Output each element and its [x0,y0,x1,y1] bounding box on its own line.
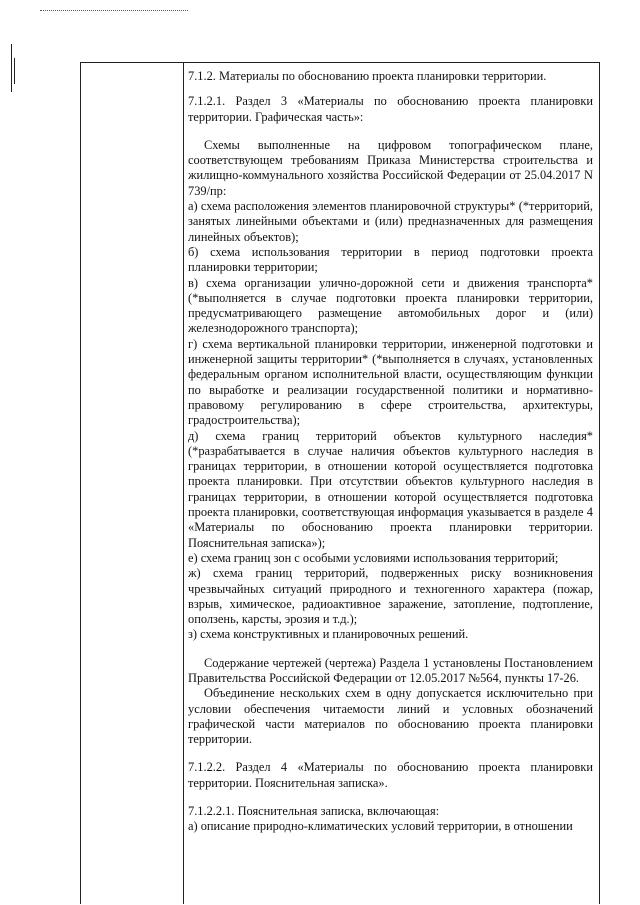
subsection-heading: 7.1.2.2.1. Пояснительная записка, включающая: [188,804,440,819]
list-item: ж) схема границ территорий, подверженных риску возникновения чрезвычайных ситуаций природного и техногенного характера (пожар, взрыв, химическое, радиоактивное заражение, затопление, подтопление, оползень, карсты, эрозия и т.д.); [188,566,593,627]
list-item: а) описание природно-климатических условий территории, в отношении [188,819,573,834]
column-divider [183,63,184,904]
list-item: д) схема границ территорий объектов культурного наследия* (*разрабатывается в случае наличия объектов культурного наследия в границах территории, в отношении которой осуществляется подготовка проекта планировки. При отсутствии объектов культурного наследия в границах территории, в отношении которой осуществляется подготовка проекта планировки, соответствующая информация указывается в разделе 4 «Материалы по обоснованию проекта планировки территории. Пояснительная записка»); [188,428,593,550]
paragraph: Содержание чертежей (чертежа) Раздела 1 установлены Постановлением Правительства Российской Федерации от 12.05.2017 №564, пункты 17-26. [188,655,593,685]
list-item: в) схема организации улично-дорожной сети и движения транспорта* (*выполняется в случае подготовки проекта планировки территории, предусматривающего размещение автомобильных дорог и (или) железнодорожного транспорта); [188,275,593,336]
subsection-heading: 7.1.2.1. Раздел 3 «Материалы по обоснованию проекта планировки территории. Графическая часть»: [188,94,593,124]
subsection-heading: 7.1.2.2. Раздел 4 «Материалы по обоснованию проекта планировки территории. Пояснительная записка». [188,760,593,790]
list-item: е) схема границ зон с особыми условиями использования территорий; [188,550,559,565]
section-heading: 7.1.2. Материалы по обоснованию проекта планировки территории. [188,69,547,83]
document-table [80,62,600,904]
list-item: б) схема использования территории в период подготовки проекта планировки территории; [188,244,593,275]
list-item: з) схема конструктивных и планировочных решений. [188,627,469,642]
header-dotted-line [40,10,188,11]
margin-binding-mark [11,44,12,92]
margin-binding-mark [14,58,15,84]
document-cell [188,69,593,835]
paragraph: Объединение нескольких схем в одну допускается исключительно при условии обеспечения читаемости линий и условных обозначений графической части материалов по обоснованию проекта планировки территории. [188,686,593,747]
list-item: г) схема вертикальной планировки территории, инженерной подготовки и инженерной защиты территории* (*выполняется в случаях, установленных федеральным органом исполнительной власти, осуществляющим функции по выработке и реализации государственной политики и нормативно-правовому регулированию в сфере строительства, архитектуры, градостроительства); [188,336,593,428]
list-item: а) схема расположения элементов планировочной структуры* (*территорий, занятых линейными объектами и (или) предназначенных для размещения линейных объектов); [188,199,593,244]
paragraph: Схемы выполненные на цифровом топографическом плане, соответствующем требованиям Приказа Министерства строительства и жилищно-коммунального хозяйства Российской Федерации от 25.04.2017 N 739/пр: [188,137,593,198]
